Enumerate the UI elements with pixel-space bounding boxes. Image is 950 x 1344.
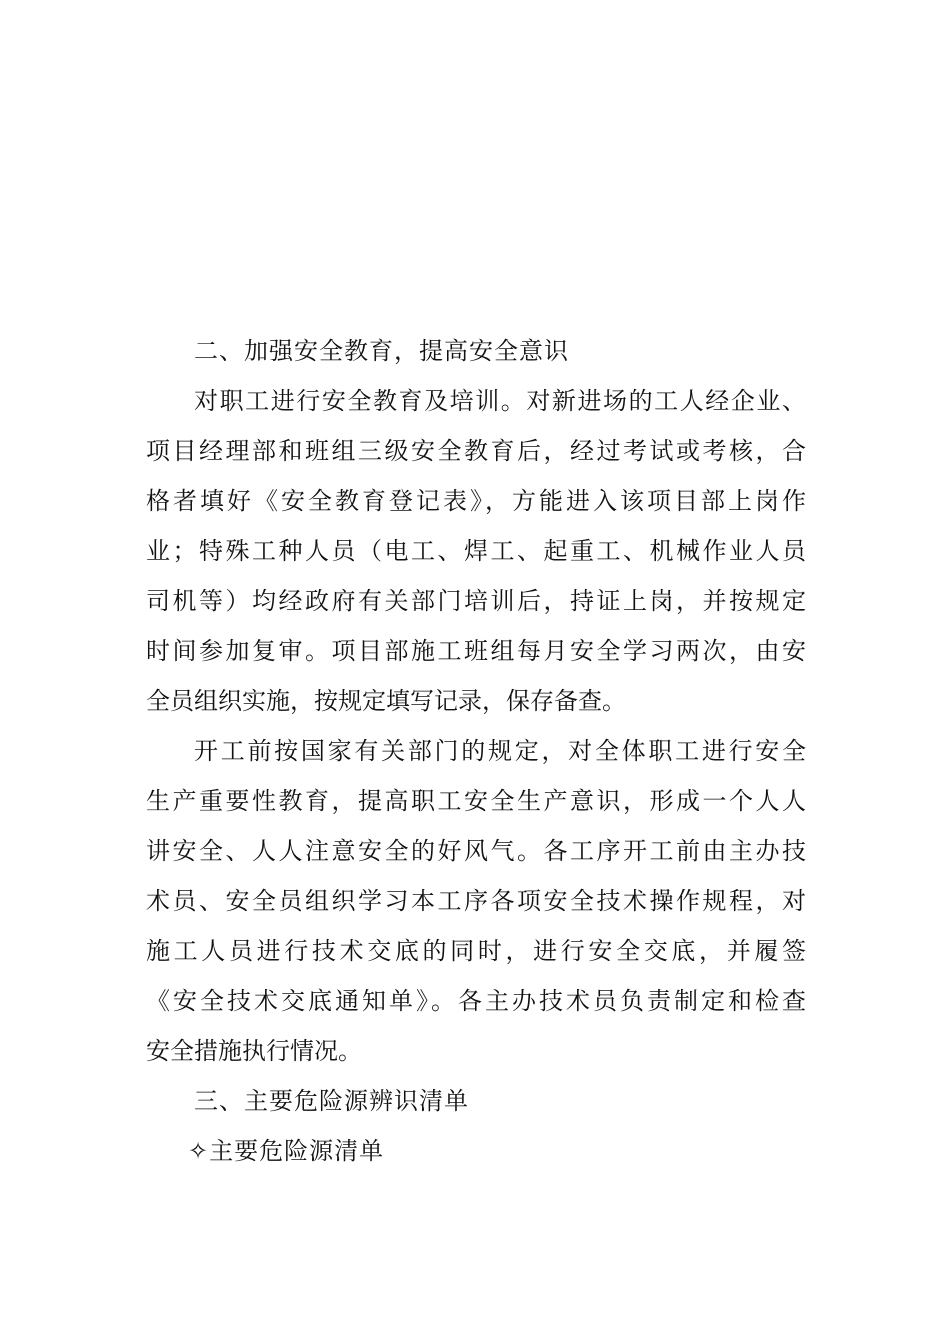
section-heading-3: 三、主要危险源辨识清单 (194, 1087, 469, 1115)
paragraph-2-line-6: 《安全技术交底通知单》。各主办技术员负责制定和检查 (146, 987, 806, 1015)
paragraph-2-line-2: 生产重要性教育，提高职工安全生产意识，形成一个人人 (146, 787, 806, 815)
paragraph-1-line-3: 格者填好《安全教育登记表》，方能进入该项目部上岗作 (146, 487, 806, 515)
bullet-item: ✧主要危险源清单 (188, 1137, 385, 1165)
paragraph-2-line-7: 安全措施执行情况。 (146, 1037, 362, 1065)
paragraph-1-line-4: 业；特殊工种人员（电工、焊工、起重工、机械作业人员 (146, 537, 806, 565)
paragraph-2-line-4: 术员、安全员组织学习本工序各项安全技术操作规程，对 (146, 887, 806, 915)
paragraph-2-line-5: 施工人员进行技术交底的同时，进行安全交底，并履签 (146, 937, 806, 965)
paragraph-1-line-2: 项目经理部和班组三级安全教育后，经过考试或考核，合 (146, 437, 806, 465)
paragraph-1-line-7: 全员组织实施，按规定填写记录，保存备查。 (146, 687, 626, 715)
paragraph-2-line-1: 开工前按国家有关部门的规定，对全体职工进行安全 (194, 737, 806, 765)
paragraph-1-line-6: 时间参加复审。项目部施工班组每月安全学习两次，由安 (146, 637, 806, 665)
paragraph-1-line-1: 对职工进行安全教育及培训。对新进场的工人经企业、 (194, 387, 806, 415)
paragraph-2-line-3: 讲安全、人人注意安全的好风气。各工序开工前由主办技 (146, 837, 806, 865)
section-heading-2: 二、加强安全教育，提高安全意识 (194, 337, 569, 365)
paragraph-1-line-5: 司机等）均经政府有关部门培训后，持证上岗，并按规定 (146, 587, 806, 615)
